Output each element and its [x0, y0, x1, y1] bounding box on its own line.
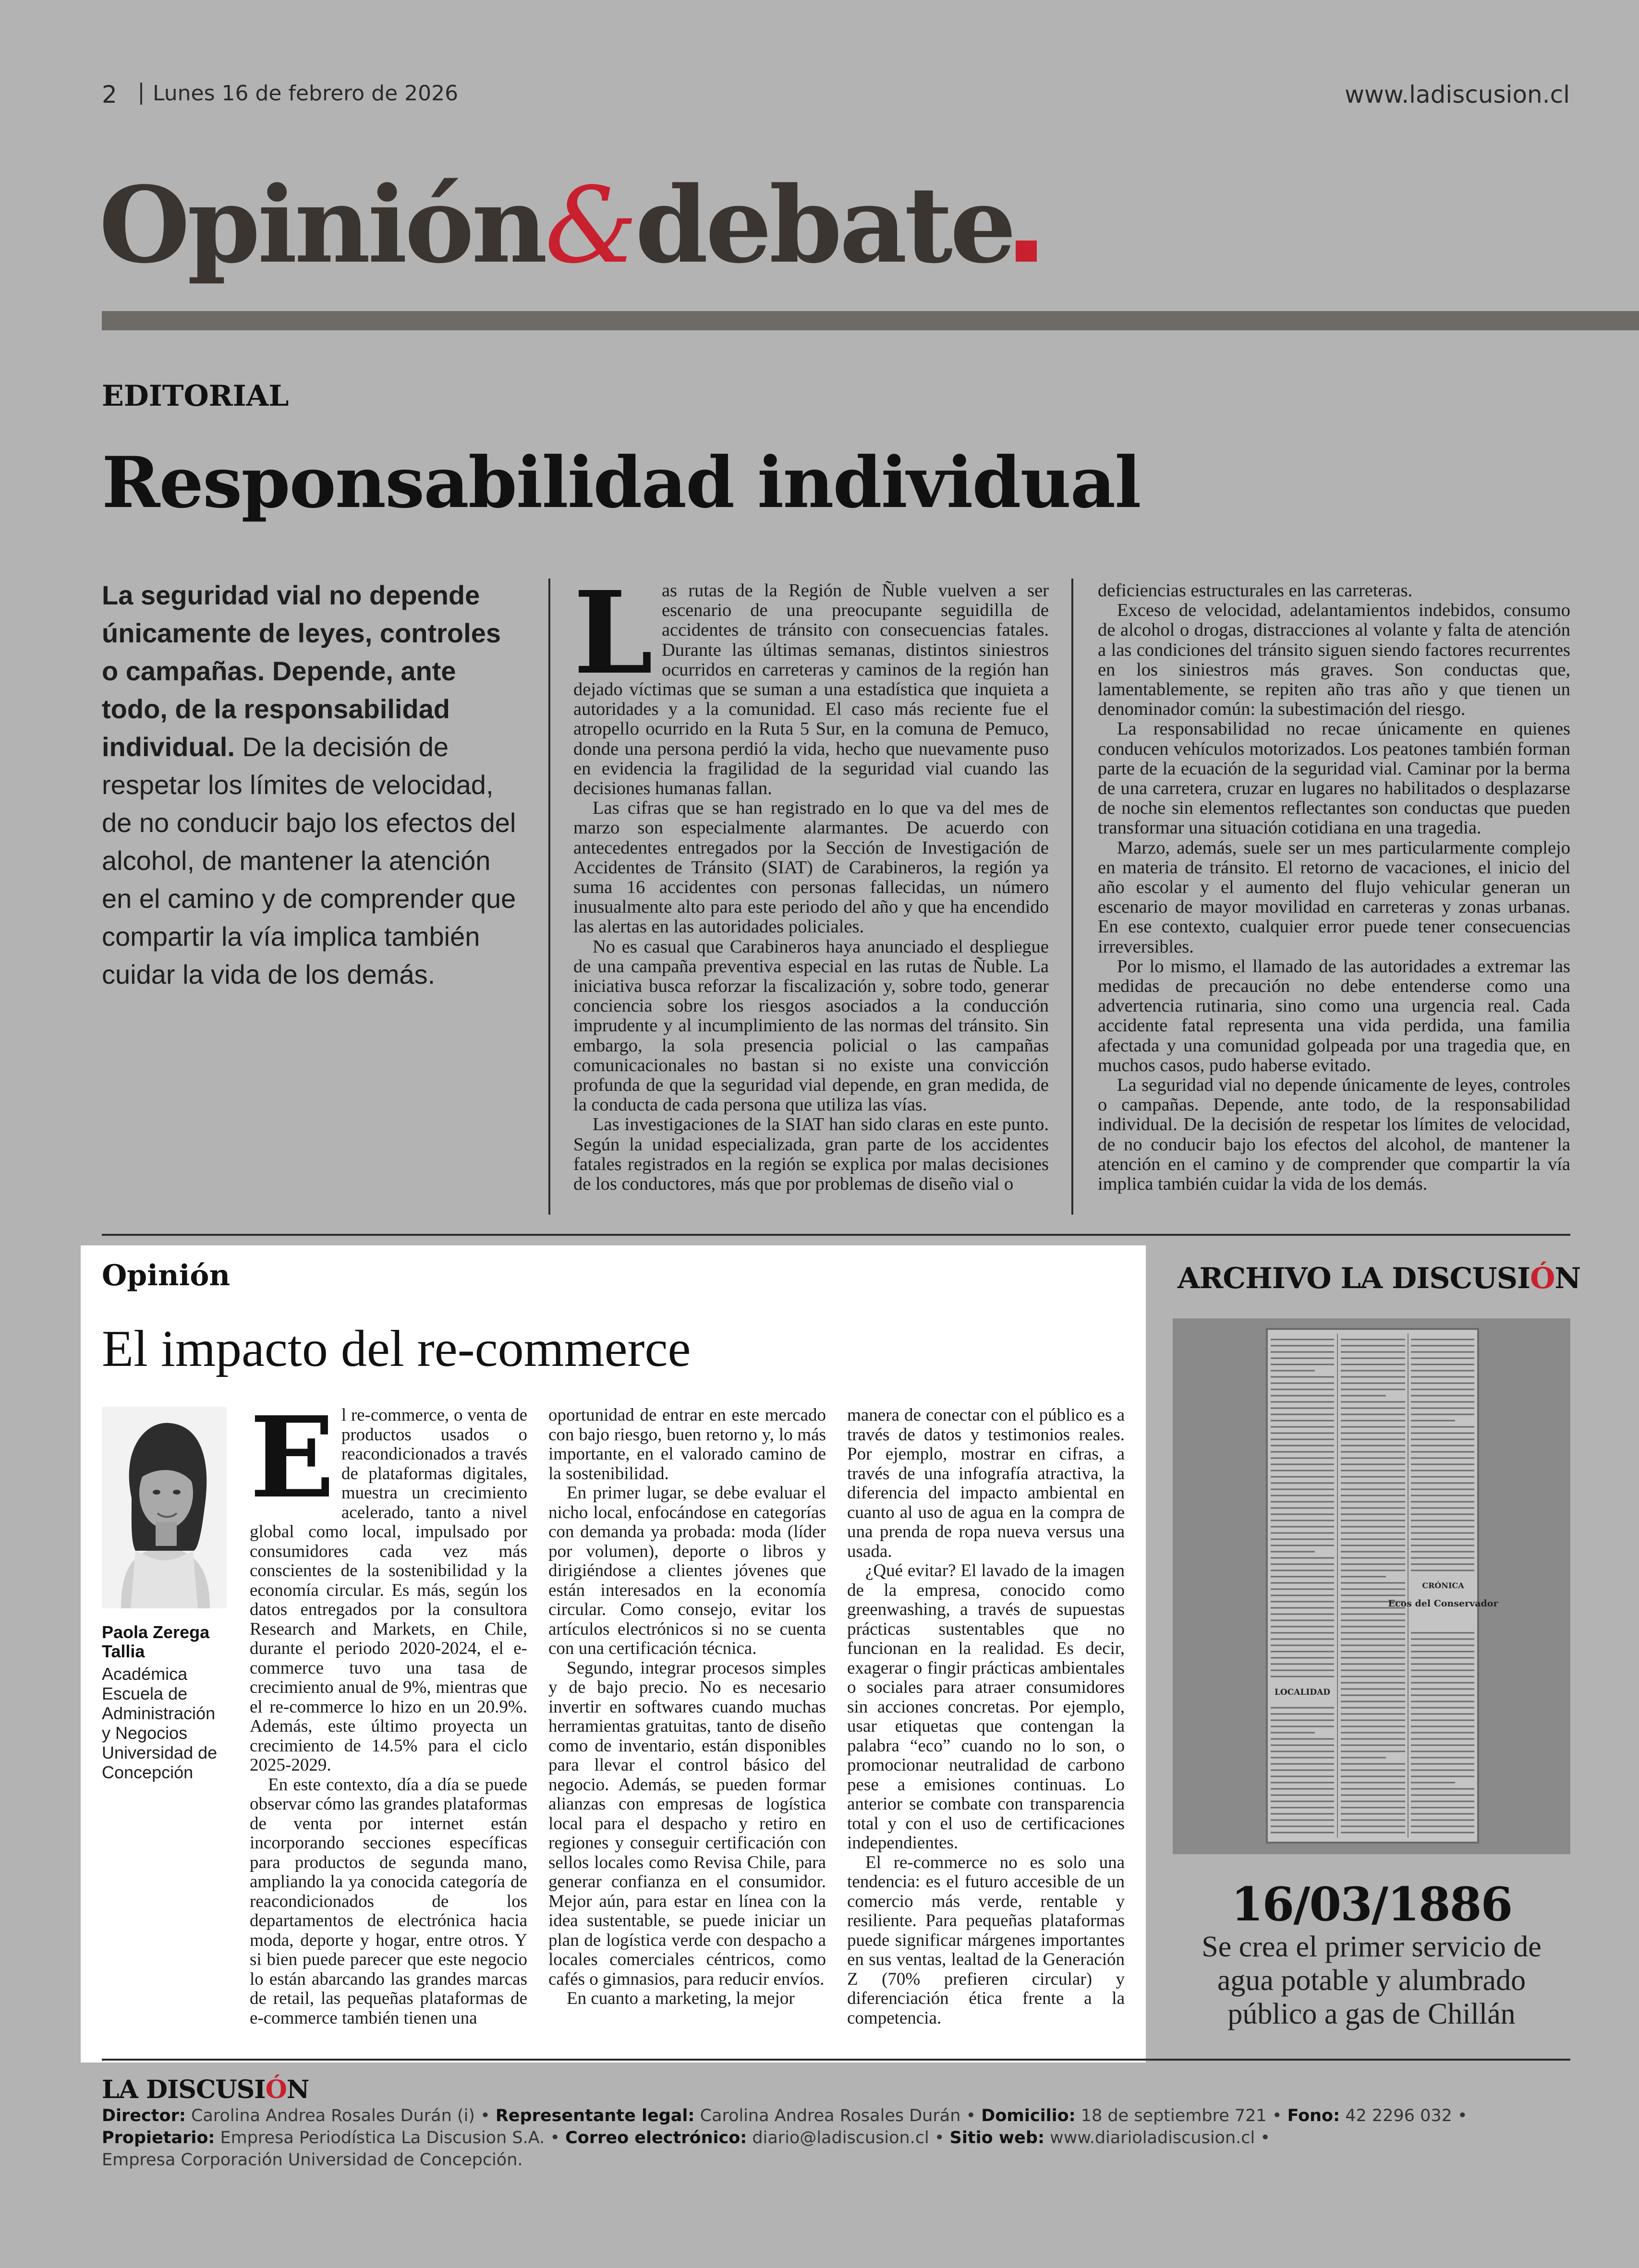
opinion-paragraph: Segundo, integrar procesos simples y de bajo precio. No es necesario invertir en softwares cuando muchas herramientas gratuitas, tanto de diseño como de inventario, están disponibles para llevar el control básico del negocio. Además, se pueden formar alianzas con empresas de logística local para el despacho y retiro en regiones y conseguir certificación con sellos locales como Revisa Chile, para generar confianza en el consumidor. Mejor aún, para estar en línea con la idea sustentable, se puede iniciar un plan de logística verde con despacho a locales comerciales céntricos, como cafés o gimnasios, para reducir envíos.: [548, 1658, 826, 1989]
editorial-paragraph: as rutas de la Región de Ñuble vuelven a ser escenario de una preocupante seguidilla de accidentes de tránsito con consecuencias fatales. Durante las últimas semanas, distintos siniestros ocurridos en carreteras y caminos de la región han dejado víctimas que se suman a una estadística que inquieta a autoridades y a la comunidad. El caso más reciente fue el atropello ocurrido en la Ruta 5 Sur, en la comuna de Pemuco, donde una persona perdió la vida, hecho que nuevamente puso en evidencia la fragilidad de la seguridad vial cuando las decisiones humanas fallan.: [573, 580, 1049, 799]
opinion-column-3: [847, 1406, 1125, 2050]
opinion-paragraph: En este contexto, día a día se puede observar cómo las grandes plataformas de venta por internet están incorporando secciones específicas para productos de segunda mano, ampliando la ya conocida categoría de reacondicionados de los departamentos de electrónica hacia moda, deporte y hogar, entre otros. Y si bien puede parecer que este negocio lo están abarcando las grandes marcas de retail, las pequeñas plataformas de e-commerce también tienen una: [250, 1774, 527, 2028]
editorial-paragraph: Marzo, además, suele ser un mes particularmente complejo en materia de tránsito. El retorno de vacaciones, el inicio del año escolar y el aumento del flujo vehicular generan un escenario de mayor movilidad en carreteras y zonas urbanas. En ese contexto, cualquier error puede tener consecuencias irreversibles.: [1098, 837, 1570, 957]
editorial-paragraph: La responsabilidad no recae únicamente en quienes conducen vehículos motorizados. Los peatones también forman parte de la ecuación de la seguridad vial. Caminar por la berma de una carretera, cruzar en lugares no habilitados o desplazarse de noche sin elementos reflectantes son conductas que pueden transformar una situación cotidiana en una tragedia.: [1098, 719, 1570, 838]
section-title-part2: debate: [635, 164, 1014, 287]
issue-date: Lunes 16 de febrero de 2026: [140, 83, 458, 105]
editorial-column-1: [573, 566, 1049, 1217]
section-title-red-dot: [1016, 241, 1037, 262]
section-title-part1: Opinión: [99, 164, 545, 287]
editorial-paragraph: Exceso de velocidad, adelantamientos indebidos, consumo de alcohol o drogas, distracciones al volante y falta de atención a las condiciones del tránsito siguen siendo factores recurrentes en los siniestros más graves. Son conductas que, lamentablemente, se repiten año tras año y que tienen un denominador común: la subestimación del riesgo.: [1098, 600, 1570, 720]
footer-phone-label: Fono:: [1287, 2106, 1340, 2125]
footer-phone: 42 2296 032: [1345, 2106, 1452, 2125]
editorial-paragraph: No es casual que Carabineros haya anunciado el despliegue de una campaña preventiva especial en las rutas de Ñuble. La iniciativa busca reforzar la fiscalización y, sobre todo, generar conciencia sobre los riesgos asociados a la conducción imprudente y al incumplimiento de las normas del tránsito. Sin embargo, la sola presencia policial o las campañas comunicacionales no bastan si no existe una convicción profunda de que la seguridad vial depende, en gran medida, de la conducta de cada persona que utiliza las vías.: [573, 936, 1049, 1115]
author-name: Paola Zerega Tallia: [102, 1622, 210, 1661]
editorial-lede-bold: La seguridad vial no depende únicamente de leyes, controles o campañas. Depende, ante todo, de la responsabilidad individual.: [102, 580, 501, 762]
section-title-ampersand: &: [545, 165, 635, 287]
horizontal-rule: [102, 1234, 1570, 1236]
footer-brand-accent: Ó: [265, 2075, 287, 2104]
editorial-column-2: [1098, 581, 1570, 1217]
opinion-kicker: Opinión: [102, 1259, 231, 1292]
opinion-paragraph: oportunidad de entrar en este mercado con bajo riesgo, buen retorno y, lo más importante, en el valorado camino de la sostenibilidad.: [548, 1405, 826, 1484]
author-photo: [102, 1407, 227, 1608]
editorial-headline: Responsabilidad individual: [102, 442, 1141, 524]
editorial-dropcap: L: [573, 566, 653, 700]
column-rule: [1071, 579, 1073, 1215]
opinion-paragraph: El re-commerce no es solo una tendencia: es el futuro accesible de un comercio más verde, rentable y resiliente. Para pequeñas plataformas puede significar márgenes importantes en sus ventas, lealtad de la Generación Z (70% prefieren circular) y diferenciación ética frente a la competencia.: [847, 1852, 1125, 2028]
archive-label: [1178, 1262, 1580, 1295]
editorial-paragraph: Las investigaciones de la SIAT han sido claras en este punto. Según la unidad especializada, gran parte de los accidentes fatales registrados en la región se explica por malas decisiones de los conductores, más que por problemas de diseño vial o: [573, 1114, 1049, 1194]
clip-heading-ecos: Ecos del Conservador: [1388, 1598, 1498, 1609]
section-title: [99, 164, 1037, 287]
footer-email-label: Correo electrónico:: [565, 2128, 747, 2147]
section-divider-bar: [102, 311, 1639, 330]
footer-web-label: Sitio web:: [949, 2128, 1044, 2147]
opinion-paragraph: En cuanto a marketing, la mejor: [567, 1989, 795, 2008]
archive-label-end: N: [1554, 1262, 1581, 1295]
horizontal-rule: [102, 2059, 1570, 2061]
footer-address-label: Domicilio:: [981, 2106, 1076, 2125]
archive-date: 16/03/1886: [1231, 1877, 1512, 1931]
footer-owner-label: Propietario:: [102, 2128, 215, 2147]
clip-heading-cronica: CRÓNICA: [1422, 1581, 1464, 1590]
footer-director-label: Director:: [102, 2106, 186, 2125]
site-url[interactable]: www.ladiscusion.cl: [1345, 81, 1570, 109]
footer-brand-end: N: [286, 2075, 309, 2104]
footer-legal: Carolina Andrea Rosales Durán: [700, 2106, 961, 2125]
opinion-column-2: [548, 1406, 826, 2050]
column-rule: [548, 579, 550, 1215]
editorial-paragraph: Por lo mismo, el llamado de las autoridades a extremar las medidas de precaución no debe entenderse como una advertencia rutinaria, sino como una urgencia real. Cada accidente fatal representa una vida perdida, una familia afectada y una comunidad golpeada por una tragedia que, en muchos casos, pudo haberse evitado.: [1098, 956, 1570, 1075]
footer-web[interactable]: www.diarioladiscusion.cl: [1050, 2128, 1255, 2147]
page-number: 2: [102, 81, 117, 109]
opinion-paragraph: manera de conectar con el público es a través de datos y testimonios reales. Por ejemplo, mostrar en cifras, a través de una infografía atractiva, la diferencia del impacto ambiental en cuanto al uso de agua en la compra de una prenda de ropa nueva versus una usada.: [847, 1405, 1125, 1561]
clip-heading-localidad: LOCALIDAD: [1274, 1688, 1331, 1697]
archive-label-text: ARCHIVO LA DISCUSI: [1178, 1262, 1530, 1295]
footer-credits: Director: Carolina Andrea Rosales Durán (i) • Representante legal: Carolina Andrea Rosales Durán • Domicilio: 18 de septiembre 721 • Fono: 42 2296 032 • Propietario: Empresa Periodística La Discusion S.A. • Correo electrónico: diario@ladiscusion.cl • Sitio web: www.diarioladiscusion.cl • Empresa Corporación Universidad de Concepción.: [102, 2106, 1468, 2170]
author-portrait-icon: [102, 1407, 227, 1608]
footer-owner: Empresa Periodística La Discusion S.A.: [220, 2128, 545, 2147]
editorial-lede-rest: De la decisión de respetar los límites de velocidad, de no conducir bajo los efectos del alcohol, de mantener la atención en el camino y de comprender que compartir la vía implica también cuidar la vida de los demás.: [102, 732, 516, 989]
archive-newspaper-clipping: [1267, 1329, 1498, 1843]
footer-brand-text: LA DISCUSI: [102, 2075, 266, 2104]
footer-director: Carolina Andrea Rosales Durán (i): [191, 2106, 475, 2125]
archive-label-accent: Ó: [1530, 1262, 1555, 1295]
opinion-dropcap: E: [250, 1392, 335, 1523]
opinion-paragraph: ¿Qué evitar? El lavado de la imagen de la empresa, conocido como greenwashing, a través de supuestas prácticas sustentables que no funcionan en la realidad. Es decir, exagerar o fingir prácticas ambientales o sociales para atraer consumidores sin acciones concretas. Por ejemplo, usar etiquetas que contengan la palabra “eco” cuando no lo son, o promocionar neutralidad de carbono pese a emisiones continuas. Lo anterior se combate con transparencia total y con el uso de certificaciones independientes.: [847, 1561, 1125, 1853]
editorial-paragraph: Las cifras que se han registrado en lo que va del mes de marzo son especialmente alarmantes. De acuerdo con antecedentes entregados por la Sección de Investigación de Accidentes de Tránsito (SIAT) de Carabineros, la región ya suma 16 accidentes con personas fallecidas, un número inusualmente alto para este periodo del año y que ha encendido las alertas en las autoridades policiales.: [573, 798, 1049, 937]
footer-brand: [102, 2075, 309, 2104]
footer-email[interactable]: diario@ladiscusion.cl: [752, 2128, 929, 2147]
opinion-column-1: [250, 1392, 527, 2050]
archive-caption: Se crea el primer servicio de agua potable y alumbrado público a gas de Chillán: [1202, 1930, 1542, 2030]
footer-corp: Empresa Corporación Universidad de Concepción.: [102, 2150, 523, 2170]
newspaper-clipping-icon: [1267, 1329, 1498, 1843]
editorial-kicker: EDITORIAL: [102, 379, 289, 413]
editorial-lede: [102, 576, 524, 993]
footer-address: 18 de septiembre 721: [1081, 2106, 1267, 2125]
editorial-paragraph: deficiencias estructurales en las carreteras.: [1098, 580, 1413, 601]
opinion-paragraph: En primer lugar, se debe evaluar el nicho local, enfocándose en categorías con demanda ya probada: moda (líder por volumen), deporte o libros y dirigiéndose a clientes jóvenes que están interesados en la economía circular. Como consejo, evitar los artículos electrónicos si no se cuenta con una certificación técnica.: [548, 1483, 826, 1658]
author-bio: Académica Escuela de Administración y Negocios Universidad de Concepción: [102, 1664, 218, 1782]
opinion-headline: El impacto del re-commerce: [102, 1320, 691, 1377]
opinion-paragraph: l re-commerce, o venta de productos usados o reacondicionados a través de plataformas digitales, muestra un crecimiento acelerado, tanto a nivel global como local, impulsado por consumidores cada vez más conscientes de la sostenibilidad y la economía circular. Es más, según los datos entregados por la consultora Research and Markets, en Chile, durante el periodo 2020-2024, el e-commerce tuvo una tasa de crecimiento anual de 9%, mientras que el re-commerce lo hizo en un 20.9%. Además, este último proyecta un crecimiento de 14.5% para el ciclo 2025-2029.: [250, 1405, 527, 1775]
editorial-paragraph: La seguridad vial no depende únicamente de leyes, controles o campañas. Depende, ante todo, de la responsabilidad individual. De la decisión de respetar los límites de velocidad, de no conducir bajo los efectos del alcohol, de mantener la atención en el camino y de comprender que compartir la vía implica también cuidar la vida de los demás.: [1098, 1075, 1570, 1194]
footer-legal-label: Representante legal:: [495, 2106, 695, 2125]
